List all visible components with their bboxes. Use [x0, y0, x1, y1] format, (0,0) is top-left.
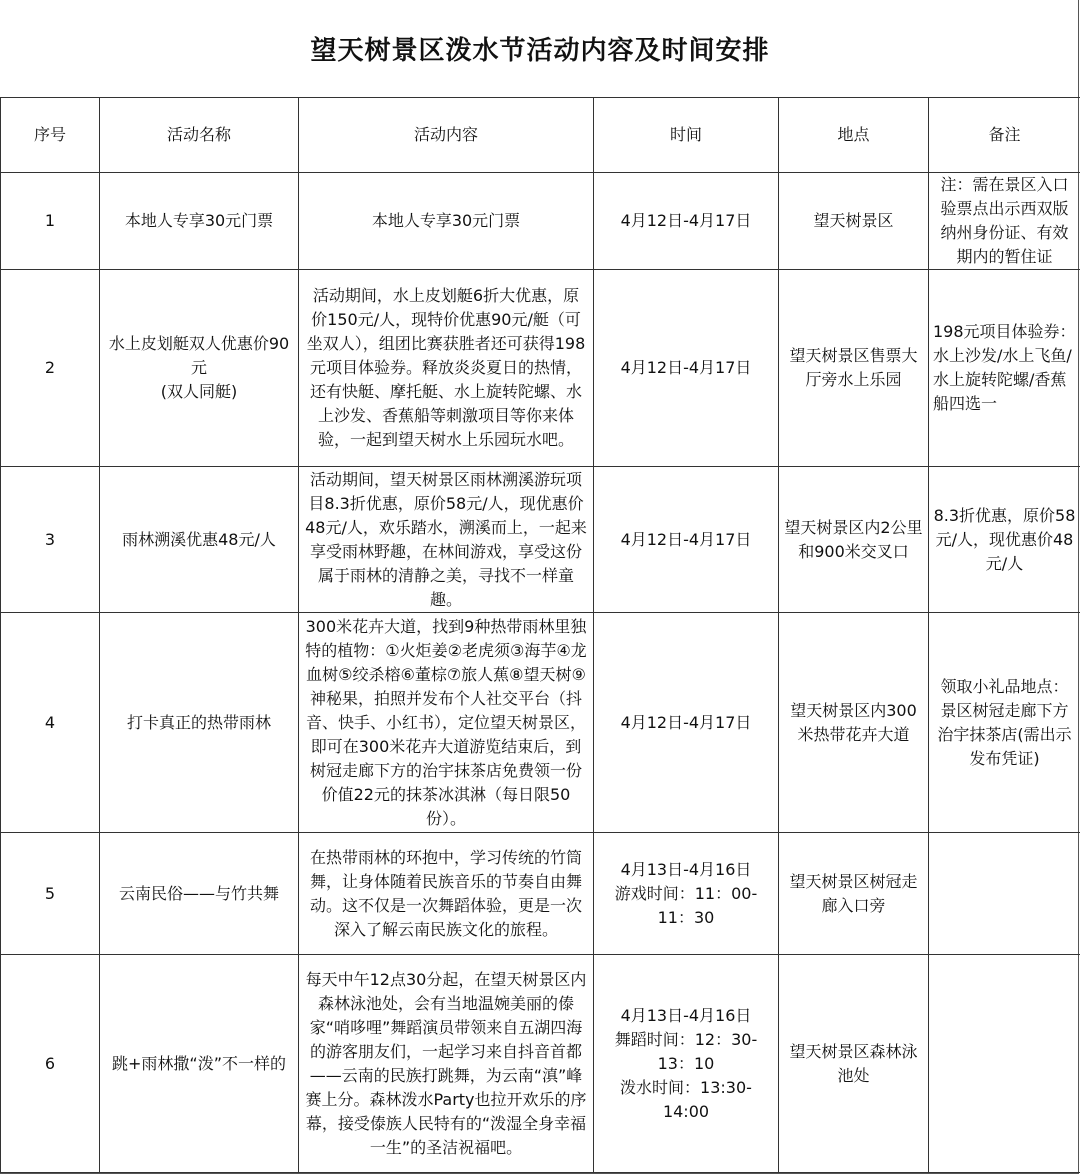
cell-content: 活动期间，望天树景区雨林溯溪游玩项目8.3折优惠，原价58元/人，现优惠价48元/人，欢乐踏水，溯溪而上，一起来享受雨林野趣，在林间游戏，享受这份属于雨林的清静之美，寻找不一样童趣。 [299, 467, 594, 613]
cell-content: 在热带雨林的环抱中，学习传统的竹筒舞，让身体随着民族音乐的节奏自由舞动。这不仅是一次舞蹈体验，更是一次深入了解云南民族文化的旅程。 [299, 833, 594, 955]
cell-time: 4月12日-4月17日 [594, 173, 779, 270]
table-row [1, 955, 1080, 1173]
header-place: 地点 [779, 98, 929, 173]
schedule-table [0, 97, 1080, 1173]
cell-note [929, 833, 1080, 955]
cell-note [929, 955, 1080, 1173]
table-row [1, 467, 1080, 613]
cell-content: 每天中午12点30分起，在望天树景区内森林泳池处，会有当地温婉美丽的傣家“哨哆哩”舞蹈演员带领来自五湖四海的游客朋友们，一起学习来自抖音首都——云南的民族打跳舞，为云南“滇”峰赛上分。森林泼水Party也拉开欢乐的序幕，接受傣族人民特有的“泼湿全身幸福一生”的圣洁祝福吧。 [299, 955, 594, 1173]
cell-name: 云南民俗——与竹共舞 [100, 833, 299, 955]
cell-note: 198元项目体验券：水上沙发/水上飞鱼/水上旋转陀螺/香蕉船四选一 [929, 270, 1080, 467]
cell-no: 6 [1, 955, 100, 1173]
cell-place: 望天树景区售票大厅旁水上乐园 [779, 270, 929, 467]
cell-place: 望天树景区内2公里和900米交叉口 [779, 467, 929, 613]
cell-place: 望天树景区森林泳池处 [779, 955, 929, 1173]
header-row [1, 98, 1080, 173]
cell-content: 本地人专享30元门票 [299, 173, 594, 270]
header-name: 活动名称 [100, 98, 299, 173]
cell-no: 5 [1, 833, 100, 955]
cell-place: 望天树景区树冠走廊入口旁 [779, 833, 929, 955]
cell-time: 4月13日-4月16日 舞蹈时间：12：30-13：10 泼水时间：13:30-14:00 [594, 955, 779, 1173]
cell-no: 2 [1, 270, 100, 467]
cell-time: 4月13日-4月16日 游戏时间：11：00-11：30 [594, 833, 779, 955]
cell-note: 注：需在景区入口验票点出示西双版纳州身份证、有效期内的暂住证 [929, 173, 1080, 270]
cell-content: 活动期间，水上皮划艇6折大优惠，原价150元/人，现特价优惠90元/艇（可坐双人），组团比赛获胜者还可获得198元项目体验券。释放炎炎夏日的热情，还有快艇、摩托艇、水上旋转陀螺、水上沙发、香蕉船等刺激项目等你来体验，一起到望天树水上乐园玩水吧。 [299, 270, 594, 467]
cell-time: 4月12日-4月17日 [594, 270, 779, 467]
cell-note: 8.3折优惠，原价58元/人，现优惠价48元/人 [929, 467, 1080, 613]
cell-time: 4月12日-4月17日 [594, 613, 779, 833]
header-no: 序号 [1, 98, 100, 173]
cell-name: 本地人专享30元门票 [100, 173, 299, 270]
cell-place: 望天树景区内300米热带花卉大道 [779, 613, 929, 833]
table-row [1, 270, 1080, 467]
table-row [1, 833, 1080, 955]
cell-time: 4月12日-4月17日 [594, 467, 779, 613]
page-title: 望天树景区泼水节活动内容及时间安排 [0, 0, 1080, 98]
cell-note: 领取小礼品地点：景区树冠走廊下方治宇抹茶店(需出示发布凭证) [929, 613, 1080, 833]
cell-name: 雨林溯溪优惠48元/人 [100, 467, 299, 613]
cell-name: 跳+雨林撒“泼”不一样的 [100, 955, 299, 1173]
cell-no: 3 [1, 467, 100, 613]
cell-no: 4 [1, 613, 100, 833]
table-row [1, 613, 1080, 833]
header-time: 时间 [594, 98, 779, 173]
cell-place: 望天树景区 [779, 173, 929, 270]
table-row [1, 173, 1080, 270]
cell-content: 300米花卉大道，找到9种热带雨林里独特的植物：①火炬姜②老虎须③海芋④龙血树⑤绞杀榕⑥董棕⑦旅人蕉⑧望天树⑨神秘果，拍照并发布个人社交平台（抖音、快手、小红书），定位望天树景区，即可在300米花卉大道游览结束后，到树冠走廊下方的治宇抹茶店免费领一份价值22元的抹茶冰淇淋（每日限50份）。 [299, 613, 594, 833]
cell-name: 水上皮划艇双人优惠价90元 (双人同艇) [100, 270, 299, 467]
header-content: 活动内容 [299, 98, 594, 173]
header-note: 备注 [929, 98, 1080, 173]
cell-name: 打卡真正的热带雨林 [100, 613, 299, 833]
cell-no: 1 [1, 173, 100, 270]
